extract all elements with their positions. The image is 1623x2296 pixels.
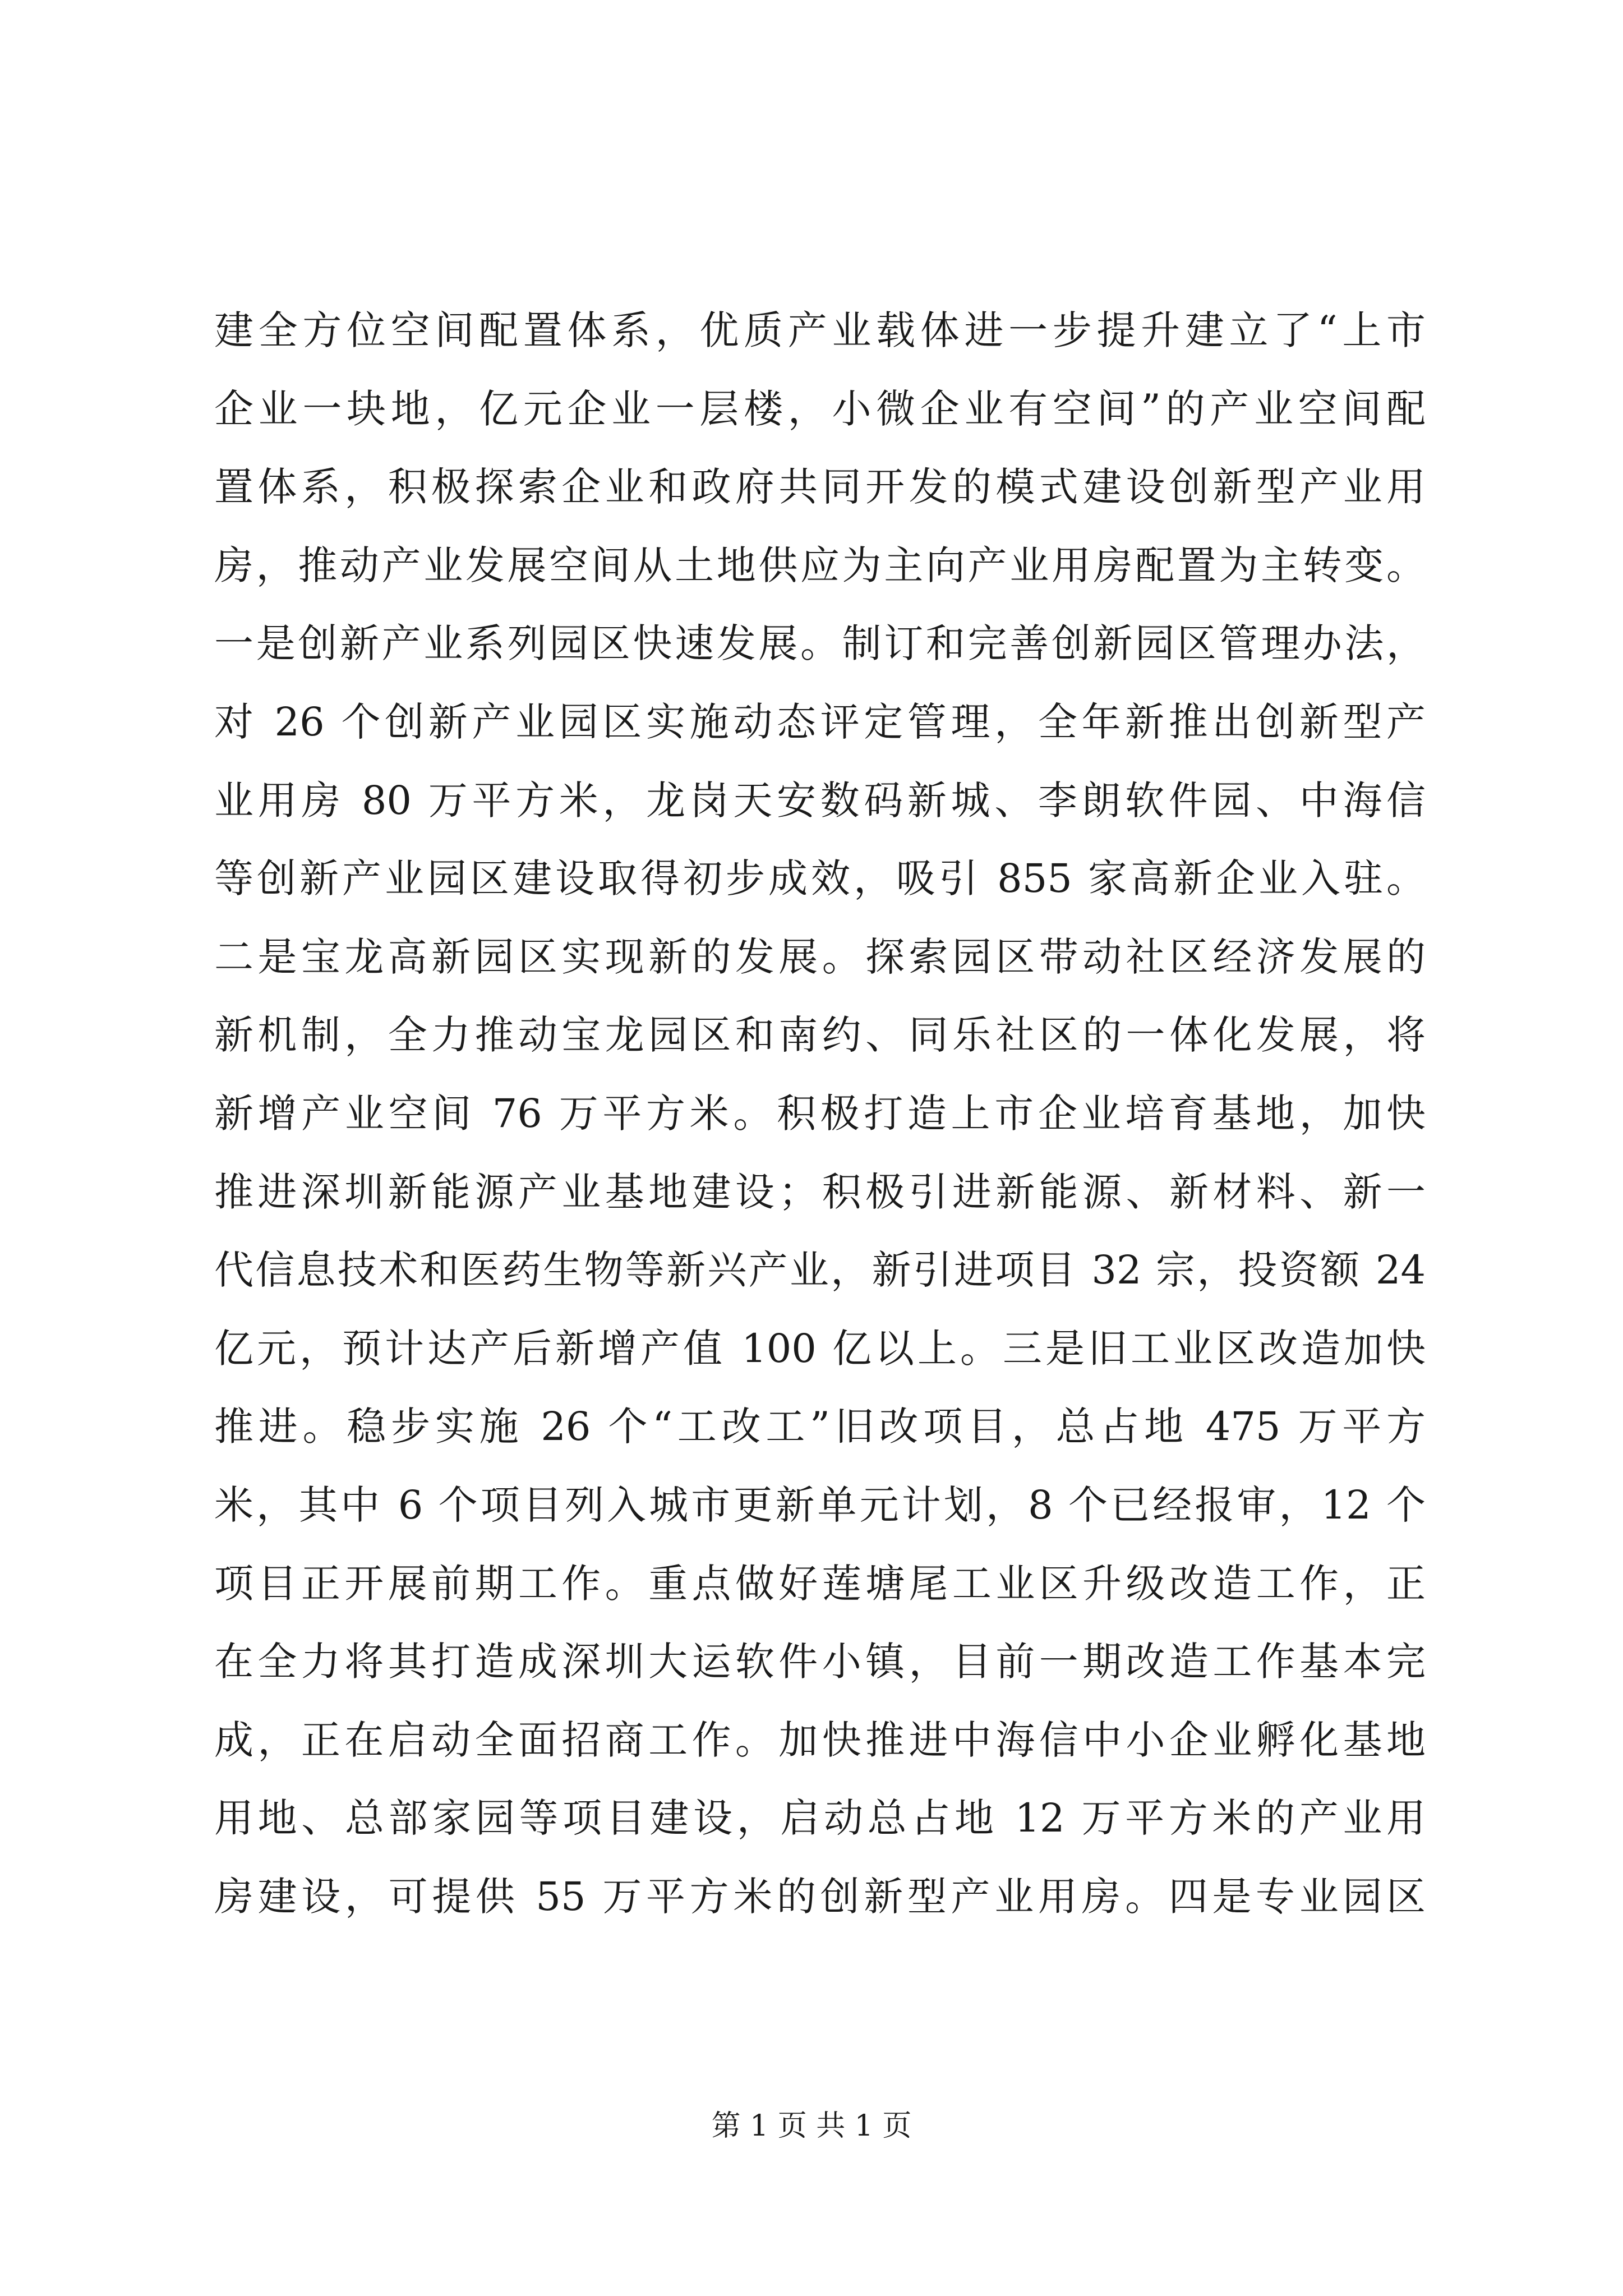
text-line: 二是宝龙高新园区实现新的发展。探索园区带动社区经济发展的 <box>214 933 1426 980</box>
text-line: 业用房 80 万平方米，龙岗天安数码新城、李朗软件园、中海信 <box>214 777 1426 823</box>
text-line: 推进。稳步实施 26 个“工改工”旧改项目，总占地 475 万平方 <box>214 1404 1426 1450</box>
text-line: 企业一块地，亿元企业一层楼，小微企业有空间”的产业空间配 <box>214 385 1426 432</box>
text-line: 新增产业空间 76 万平方米。积极打造上市企业培育基地，加快 <box>214 1090 1426 1137</box>
page-footer: 第 1 页 共 1 页 <box>711 2109 912 2143</box>
text-line: 新机制，全力推动宝龙园区和南约、同乐社区的一体化发展，将 <box>214 1012 1426 1059</box>
text-line: 成，正在启动全面招商工作。加快推进中海信中小企业孵化基地 <box>214 1717 1426 1763</box>
text-line: 等创新产业园区建设取得初步成效，吸引 855 家高新企业入驻。 <box>214 855 1426 902</box>
text-line: 亿元，预计达产后新增产值 100 亿以上。三是旧工业区改造加快 <box>214 1325 1426 1372</box>
text-line: 用地、总部家园等项目建设，启动总占地 12 万平方米的产业用 <box>214 1795 1426 1842</box>
body-text <box>214 292 1426 1936</box>
text-line: 一是创新产业系列园区快速发展。制订和完善创新园区管理办法， <box>214 620 1426 667</box>
text-line: 建全方位空间配置体系，优质产业载体进一步提升建立了“上市 <box>214 307 1426 353</box>
text-line: 置体系，积极探索企业和政府共同开发的模式建设创新型产业用 <box>214 464 1426 510</box>
text-line: 房，推动产业发展空间从土地供应为主向产业用房配置为主转变。 <box>214 542 1426 588</box>
text-line: 房建设，可提供 55 万平方米的创新型产业用房。四是专业园区 <box>214 1873 1426 1920</box>
text-line: 代信息技术和医药生物等新兴产业，新引进项目 32 宗，投资额 24 <box>214 1247 1426 1294</box>
text-line: 在全力将其打造成深圳大运软件小镇，目前一期改造工作基本完 <box>214 1639 1426 1685</box>
text-line: 项目正开展前期工作。重点做好莲塘尾工业区升级改造工作，正 <box>214 1560 1426 1607</box>
text-line: 推进深圳新能源产业基地建设；积极引进新能源、新材料、新一 <box>214 1168 1426 1215</box>
text-line: 对 26 个创新产业园区实施动态评定管理，全年新推出创新型产 <box>214 698 1426 745</box>
text-line: 米，其中 6 个项目列入城市更新单元计划，8 个已经报审，12 个 <box>214 1481 1426 1528</box>
